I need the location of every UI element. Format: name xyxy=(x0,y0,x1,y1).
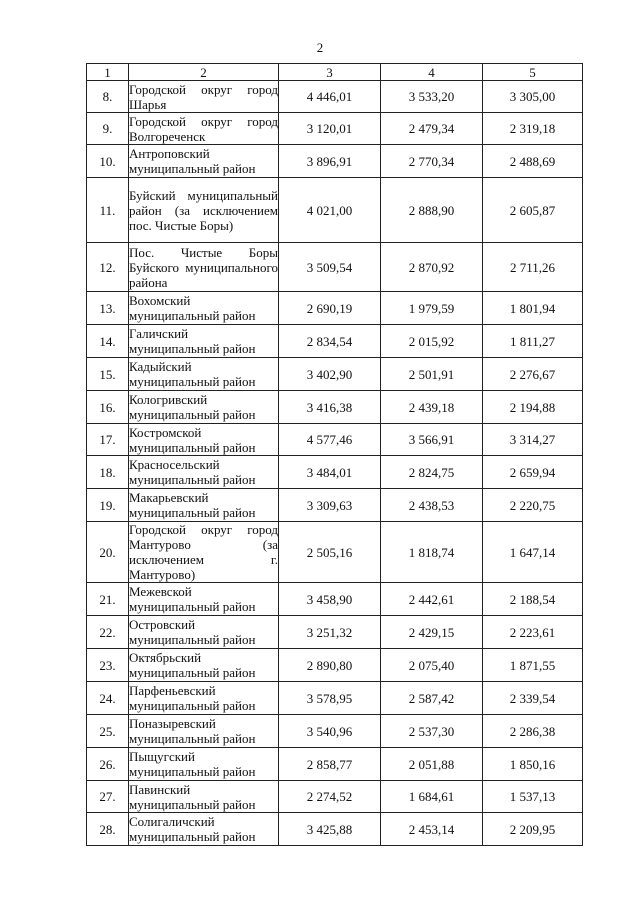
row-number-cell: 25. xyxy=(87,715,129,748)
table-row xyxy=(87,456,583,489)
value-cell-col5: 3 314,27 xyxy=(483,424,583,456)
table-row xyxy=(87,113,583,145)
column-header: 4 xyxy=(381,64,483,81)
value-cell-col4: 2 479,34 xyxy=(381,113,483,145)
value-cell-col4: 3 533,20 xyxy=(381,81,483,113)
table-row xyxy=(87,178,583,243)
value-cell-col3: 3 458,90 xyxy=(279,583,381,616)
district-name-cell: Антроповский муниципальный район xyxy=(129,145,279,178)
value-cell-col4: 2 501,91 xyxy=(381,358,483,391)
value-cell-col4: 2 770,34 xyxy=(381,145,483,178)
table-row xyxy=(87,715,583,748)
value-cell-col4: 2 442,61 xyxy=(381,583,483,616)
table-row xyxy=(87,358,583,391)
district-name-cell: Пос. Чистые Боры Буйского муниципального района xyxy=(129,244,278,290)
district-name-cell: Парфеньевский муниципальный район xyxy=(129,682,279,715)
value-cell-col5: 2 194,88 xyxy=(483,391,583,424)
value-cell-col5: 2 659,94 xyxy=(483,456,583,489)
column-header: 3 xyxy=(279,64,381,81)
district-name-cell: Островский муниципальный район xyxy=(129,616,279,649)
value-cell-col3: 3 425,88 xyxy=(279,813,381,846)
value-cell-col4: 2 438,53 xyxy=(381,489,483,522)
value-cell-col5: 2 188,54 xyxy=(483,583,583,616)
value-cell-col3: 3 578,95 xyxy=(279,682,381,715)
district-name-cell: Солигаличский муниципальный район xyxy=(129,813,279,846)
row-number-cell: 24. xyxy=(87,682,129,715)
value-cell-col5: 2 286,38 xyxy=(483,715,583,748)
value-cell-col5: 1 850,16 xyxy=(483,748,583,781)
table-row xyxy=(87,243,583,292)
value-cell-col4: 2 429,15 xyxy=(381,616,483,649)
value-cell-col3: 4 577,46 xyxy=(279,424,381,456)
value-cell-col3: 3 309,63 xyxy=(279,489,381,522)
value-cell-col4: 1 979,59 xyxy=(381,292,483,325)
row-number-cell: 14. xyxy=(87,325,129,358)
value-cell-col4: 2 439,18 xyxy=(381,391,483,424)
value-cell-col5: 2 605,87 xyxy=(483,178,583,243)
row-number-cell: 15. xyxy=(87,358,129,391)
value-cell-col3: 2 890,80 xyxy=(279,649,381,682)
value-cell-col5: 2 488,69 xyxy=(483,145,583,178)
row-number-cell: 20. xyxy=(87,522,129,583)
value-cell-col3: 3 509,54 xyxy=(279,243,381,292)
value-cell-col4: 1 818,74 xyxy=(381,522,483,583)
column-header: 1 xyxy=(87,64,129,81)
value-cell-col3: 3 540,96 xyxy=(279,715,381,748)
district-name-cell: Павинский муниципальный район xyxy=(129,781,279,813)
value-cell-col4: 2 051,88 xyxy=(381,748,483,781)
table-row xyxy=(87,522,583,583)
value-cell-col3: 3 896,91 xyxy=(279,145,381,178)
district-name-cell: Поназыревский муниципальный район xyxy=(129,715,279,748)
value-cell-col3: 2 274,52 xyxy=(279,781,381,813)
table-row xyxy=(87,81,583,113)
row-number-cell: 9. xyxy=(87,113,129,145)
value-cell-col5: 1 537,13 xyxy=(483,781,583,813)
value-cell-col4: 2 453,14 xyxy=(381,813,483,846)
row-number-cell: 27. xyxy=(87,781,129,813)
table-row xyxy=(87,616,583,649)
row-number-cell: 8. xyxy=(87,81,129,113)
value-cell-col5: 3 305,00 xyxy=(483,81,583,113)
table-row xyxy=(87,145,583,178)
value-cell-col5: 2 223,61 xyxy=(483,616,583,649)
value-cell-col4: 2 537,30 xyxy=(381,715,483,748)
district-name-cell: Вохомский муниципальный район xyxy=(129,292,279,325)
row-number-cell: 19. xyxy=(87,489,129,522)
page-number: 2 xyxy=(316,40,324,55)
value-cell-col4: 1 684,61 xyxy=(381,781,483,813)
row-number-cell: 11. xyxy=(87,178,129,243)
value-cell-col4: 3 566,91 xyxy=(381,424,483,456)
district-name-cell: Октябрьский муниципальный район xyxy=(129,649,279,682)
row-number-cell: 23. xyxy=(87,649,129,682)
value-cell-col3: 2 858,77 xyxy=(279,748,381,781)
value-cell-col3: 2 505,16 xyxy=(279,522,381,583)
value-cell-col5: 2 276,67 xyxy=(483,358,583,391)
district-name-cell: Пыщугский муниципальный район xyxy=(129,748,279,781)
row-number-cell: 28. xyxy=(87,813,129,846)
district-name-cell: Городской округ город Мантурово (за исключением г. Мантурово) xyxy=(129,522,278,582)
row-number-cell: 21. xyxy=(87,583,129,616)
row-number-cell: 16. xyxy=(87,391,129,424)
table-row xyxy=(87,649,583,682)
table-row xyxy=(87,292,583,325)
row-number-cell: 26. xyxy=(87,748,129,781)
value-cell-col5: 1 801,94 xyxy=(483,292,583,325)
column-header: 2 xyxy=(129,64,279,81)
row-number-cell: 22. xyxy=(87,616,129,649)
value-cell-col3: 2 834,54 xyxy=(279,325,381,358)
column-header: 5 xyxy=(483,64,583,81)
value-cell-col3: 3 402,90 xyxy=(279,358,381,391)
district-name-cell: Костромской муниципальный район xyxy=(129,424,279,456)
value-cell-col3: 4 446,01 xyxy=(279,81,381,113)
value-cell-col5: 1 871,55 xyxy=(483,649,583,682)
header-row xyxy=(87,64,583,81)
value-cell-col3: 2 690,19 xyxy=(279,292,381,325)
table-row xyxy=(87,391,583,424)
district-name-cell: Городской округ город Волгореченск xyxy=(129,113,278,144)
table-row xyxy=(87,748,583,781)
district-name-cell: Буйский муниципальный район (за исключением пос. Чистые Боры) xyxy=(129,178,279,243)
value-cell-col3: 3 120,01 xyxy=(279,113,381,145)
value-cell-col5: 1 811,27 xyxy=(483,325,583,358)
row-number-cell: 12. xyxy=(87,243,129,292)
table-row xyxy=(87,325,583,358)
value-cell-col5: 1 647,14 xyxy=(483,522,583,583)
row-number-cell: 18. xyxy=(87,456,129,489)
table-row xyxy=(87,682,583,715)
value-cell-col3: 3 484,01 xyxy=(279,456,381,489)
value-cell-col5: 2 319,18 xyxy=(483,113,583,145)
value-cell-col4: 2 888,90 xyxy=(381,178,483,243)
value-cell-col4: 2 824,75 xyxy=(381,456,483,489)
value-cell-col4: 2 015,92 xyxy=(381,325,483,358)
table-row xyxy=(87,813,583,846)
table-row xyxy=(87,424,583,456)
district-name-cell: Галичский муниципальный район xyxy=(129,325,279,358)
data-table xyxy=(86,63,583,846)
value-cell-col3: 3 416,38 xyxy=(279,391,381,424)
value-cell-col4: 2 587,42 xyxy=(381,682,483,715)
row-number-cell: 13. xyxy=(87,292,129,325)
row-number-cell: 10. xyxy=(87,145,129,178)
district-name-cell: Городской округ город Шарья xyxy=(129,81,278,112)
value-cell-col5: 2 711,26 xyxy=(483,243,583,292)
value-cell-col5: 2 220,75 xyxy=(483,489,583,522)
table-row xyxy=(87,583,583,616)
table-row xyxy=(87,781,583,813)
district-name-cell: Красносельский муниципальный район xyxy=(129,456,279,489)
value-cell-col5: 2 209,95 xyxy=(483,813,583,846)
value-cell-col3: 4 021,00 xyxy=(279,178,381,243)
value-cell-col4: 2 870,92 xyxy=(381,243,483,292)
district-name-cell: Кадыйский муниципальный район xyxy=(129,358,279,391)
district-name-cell: Макарьевский муниципальный район xyxy=(129,489,279,522)
value-cell-col5: 2 339,54 xyxy=(483,682,583,715)
row-number-cell: 17. xyxy=(87,424,129,456)
table-body xyxy=(87,81,583,846)
district-name-cell: Межевской муниципальный район xyxy=(129,583,279,616)
value-cell-col3: 3 251,32 xyxy=(279,616,381,649)
district-name-cell: Кологривский муниципальный район xyxy=(129,391,279,424)
table-row xyxy=(87,489,583,522)
value-cell-col4: 2 075,40 xyxy=(381,649,483,682)
